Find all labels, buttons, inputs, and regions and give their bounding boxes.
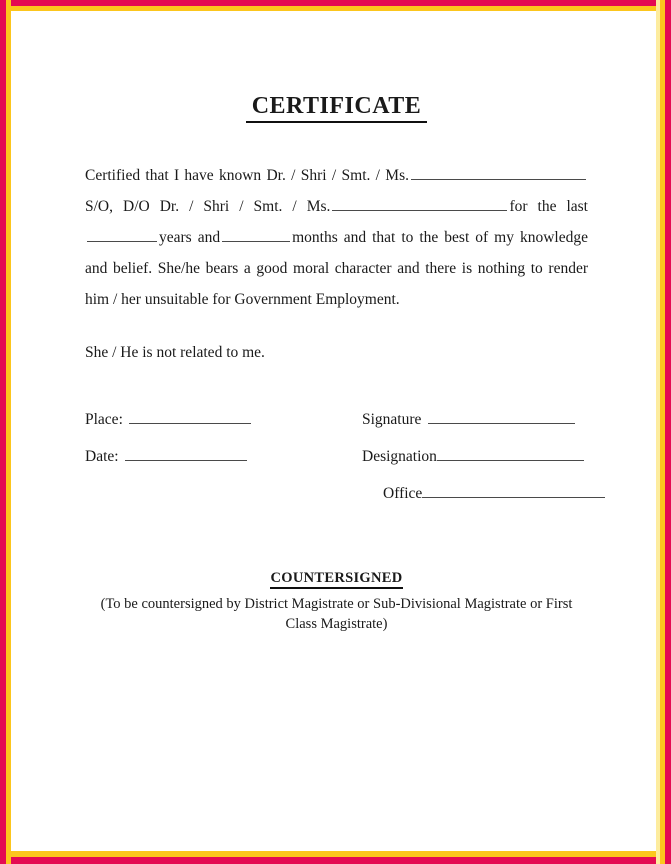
designation-field xyxy=(362,445,584,466)
designation-label: Designation xyxy=(362,447,437,465)
body-segment-5: months and that to the best of my knowledge and belief. She/he bears a good moral character and there is nothing to render him / her unsuitable for Government Employment. xyxy=(85,229,588,308)
signature-block xyxy=(85,408,588,528)
page-title-text: CERTIFICATE xyxy=(246,93,428,123)
years-fill-rule[interactable] xyxy=(87,226,157,242)
place-field xyxy=(85,408,251,429)
office-label: Office xyxy=(383,484,423,502)
parent-name-fill-rule[interactable] xyxy=(332,195,507,211)
office-field xyxy=(383,482,605,503)
office-input-rule[interactable] xyxy=(422,482,605,498)
designation-input-rule[interactable] xyxy=(437,445,584,461)
name-fill-rule[interactable] xyxy=(411,164,586,180)
signature-field xyxy=(362,408,575,429)
signature-label: Signature xyxy=(362,410,422,428)
date-label: Date: xyxy=(85,447,119,465)
body-segment-4: years and xyxy=(159,229,221,246)
page-title xyxy=(85,93,588,120)
certificate-paper xyxy=(15,13,655,850)
body-segment-3: for the last xyxy=(509,198,588,215)
countersign-footer xyxy=(85,570,588,634)
countersigned-note: (To be countersigned by District Magistrate or Sub-Divisional Magistrate or First Class Magistrate) xyxy=(100,596,573,632)
months-fill-rule[interactable] xyxy=(222,226,290,242)
place-label: Place: xyxy=(85,410,123,428)
place-input-rule[interactable] xyxy=(129,408,251,424)
countersigned-heading-text: COUNTERSIGNED xyxy=(270,570,402,589)
signature-input-rule[interactable] xyxy=(428,408,575,424)
date-input-rule[interactable] xyxy=(125,445,247,461)
certificate-document xyxy=(85,93,588,634)
relation-statement: She / He is not related to me. xyxy=(85,344,265,361)
body-segment-1: Certified that I have known Dr. / Shri / Smt. / Ms. xyxy=(85,167,409,184)
countersigned-heading xyxy=(85,570,588,587)
body-segment-2: S/O, D/O Dr. / Shri / Smt. / Ms. xyxy=(85,198,331,215)
date-field xyxy=(85,445,247,466)
certificate-body-paragraph xyxy=(85,160,588,315)
